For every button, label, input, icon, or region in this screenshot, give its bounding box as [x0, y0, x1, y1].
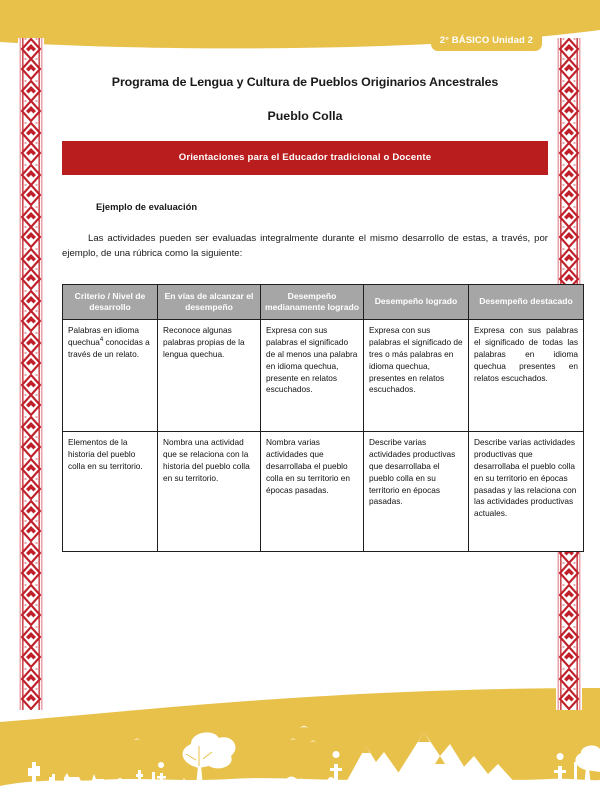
page-subtitle: Pueblo Colla	[267, 108, 343, 123]
cell-criterio	[63, 320, 158, 432]
rubric-table	[62, 284, 584, 553]
cell-criterio-text-suffix: conocidas a través de un relato.	[68, 337, 150, 360]
table-header-row	[63, 284, 584, 320]
cell-criterio-text: Palabras en idioma quechua	[68, 325, 140, 348]
footnote-marker: 4	[99, 337, 104, 344]
cell-criterio-text: Elementos de la historia del pueblo colla en su territorio.	[68, 437, 143, 472]
unit-badge: 2° BÁSICO Unidad 2	[431, 32, 542, 51]
document-content	[62, 60, 578, 552]
cell-destacado: Expresa con sus palabras el significado de todas las palabras en idioma quechua presentes en relatos escuchados.	[469, 320, 584, 432]
table-row	[63, 432, 584, 552]
column-header-medianamente-logrado: Desempeño medianamente logrado	[261, 284, 364, 320]
column-header-logrado: Desempeño logrado	[364, 284, 469, 320]
cell-logrado: Expresa con sus palabras el significado de tres o más palabras en idioma quechua, presentes en relatos escuchados.	[364, 320, 469, 432]
cell-logrado: Describe varias actividades productivas que desarrollaba el pueblo colla en su territorio en épocas pasadas.	[364, 432, 469, 552]
cell-destacado: Describe varias actividades productivas que desarrollaba el pueblo colla en su territorio en épocas pasadas y las relaciona con las actividades productivas actuales.	[469, 432, 584, 552]
cell-en-vias: Nombra una actividad que se relaciona con la historia del pueblo colla en su territorio.	[158, 432, 261, 552]
intro-paragraph: Las actividades pueden ser evaluadas integralmente durante el mismo desarrollo de estas, a través, por ejemplo, de una rúbrica como la siguiente:	[62, 232, 548, 260]
page-title: Programa de Lengua y Cultura de Pueblos Originarios Ancestrales	[111, 75, 499, 89]
column-header-criterio: Criterio / Nivel de desarrollo	[63, 284, 158, 320]
table-row	[63, 320, 584, 432]
column-header-destacado: Desempeño destacado	[469, 284, 584, 320]
column-header-en-vias: En vías de alcanzar el desempeño	[158, 284, 261, 320]
orientation-banner: Orientaciones para el Educador tradicional o Docente	[62, 141, 548, 175]
bottom-landscape-illustration	[0, 682, 600, 800]
cell-medianamente: Expresa con sus palabras el significado de al menos una palabra en idioma quechua, presente en relatos escuchados.	[261, 320, 364, 432]
woven-border-left-icon	[18, 38, 44, 710]
rubric-table-wrapper	[62, 284, 578, 553]
cell-criterio	[63, 432, 158, 552]
cell-medianamente: Nombra varias actividades que desarrollaba el pueblo colla en su territorio en épocas pasadas.	[261, 432, 364, 552]
cell-en-vias: Reconoce algunas palabras propias de la lengua quechua.	[158, 320, 261, 432]
section-heading: Ejemplo de evaluación	[96, 200, 198, 212]
